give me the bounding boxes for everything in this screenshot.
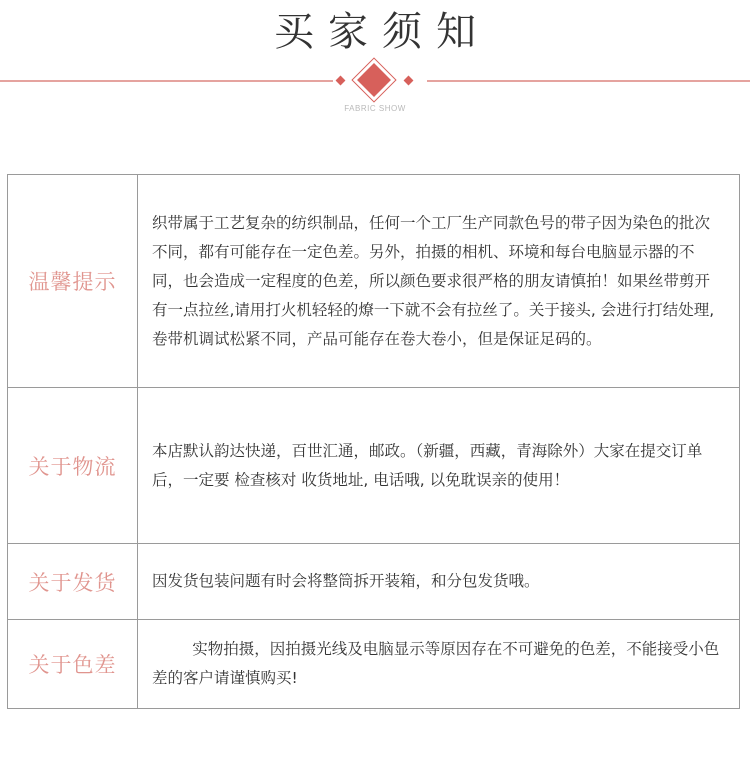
divider-left (0, 80, 333, 82)
row-label: 关于色差 (8, 620, 138, 708)
row-label: 温馨提示 (8, 175, 138, 387)
small-diamond-left-icon (336, 76, 346, 86)
page-title: 买家须知 (274, 9, 490, 55)
small-diamond-right-icon (404, 76, 414, 86)
notice-row-color-difference (8, 619, 739, 708)
notice-table (7, 174, 740, 709)
notice-row-shipping (8, 543, 739, 619)
row-text: 织带属于工艺复杂的纺织制品，任何一个工厂生产同款色号的带子因为染色的批次不同，都有可能存在一定色差。另外，拍摄的相机、环境和每台电脑显示器的不同，也会造成一定程度的色差，所以颜色要求很严格的朋友请慎拍！如果丝带剪开有一点拉丝,请用打火机轻轻的燎一下就不会有拉丝了。关于接头, 会进行打结处理, 卷带机调试松紧不同，产品可能存在卷大卷小，但是保证足码的。 (152, 213, 715, 348)
row-content (138, 388, 739, 543)
row-label: 关于发货 (8, 544, 138, 619)
row-text: 因发货包装问题有时会将整筒拆开装箱，和分包发货哦。 (152, 572, 540, 590)
row-label: 关于物流 (8, 388, 138, 543)
row-content (138, 620, 739, 708)
subtitle: FABRIC SHOW (344, 104, 406, 113)
row-text: 实物拍摄，因拍摄光线及电脑显示等原因存在不可避免的色差，不能接受小色差的客户请谨慎购买! (152, 640, 720, 687)
row-content (138, 175, 739, 387)
notice-row-tips (8, 175, 739, 387)
row-content (138, 544, 739, 619)
divider-right (427, 80, 750, 82)
row-text: 本店默认韵达快递，百世汇通，邮政。（新疆，西藏，青海除外）大家在提交订单后，一定要 检查核对 收货地址, 电话哦, 以免耽误亲的使用！ (152, 441, 703, 489)
notice-row-logistics (8, 387, 739, 543)
